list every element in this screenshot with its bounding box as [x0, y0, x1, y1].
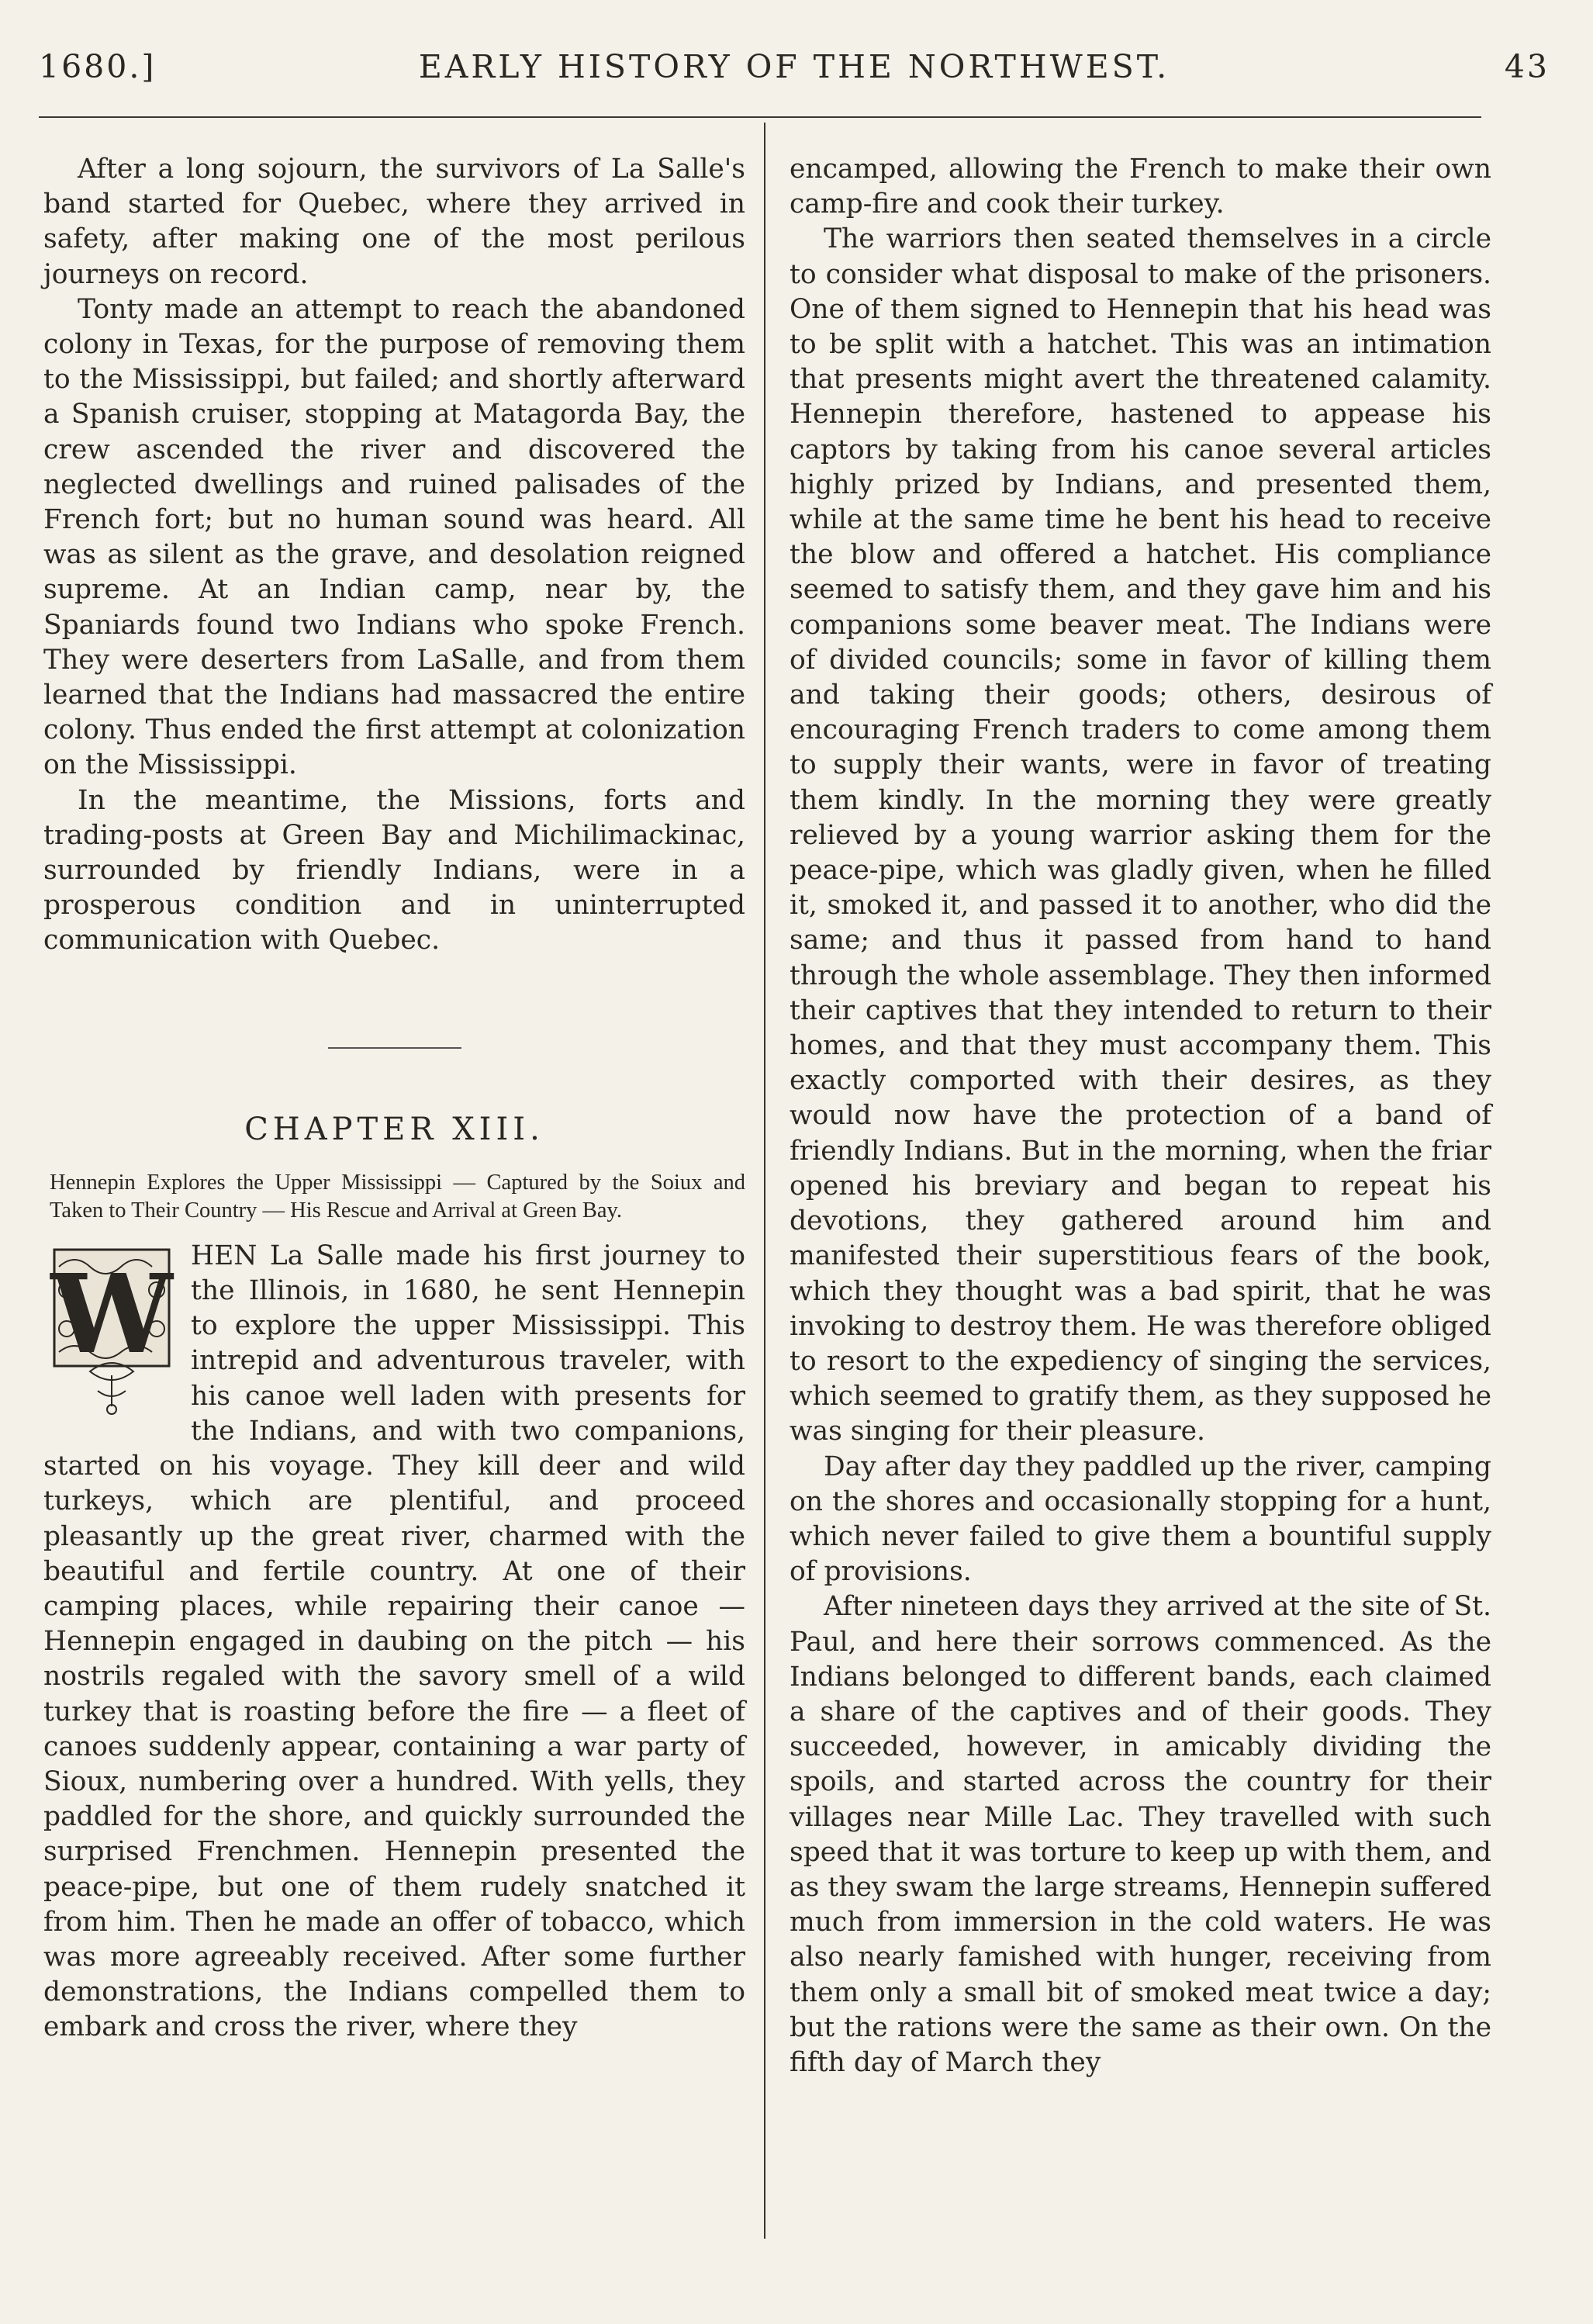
paragraph: After a long sojourn, the survivors of La Salle's band started for Quebec, where they arrived in safety, after making one of the most perilous journeys on record.	[43, 154, 745, 290]
paragraph: Tonty made an attempt to reach the abandoned colony in Texas, for the purpose of removing them to the Mississippi, but failed; and shortly afterward a Spanish cruiser, stopping at Matagorda Bay, the crew ascended the river and discovered the neglected dwellings and ruined palisades of the French fort; but no human sound was heard. All was as silent as the grave, and desolation reigned supreme. At an Indian camp, near by, the Spaniards found two Indians who spoke French. They were deserters from LaSalle, and from them learned that the Indians had massacred the entire colony. Thus ended the first attempt at colonization on the Mississippi.	[43, 293, 745, 781]
right-column	[790, 152, 1491, 2080]
header-title: EARLY HISTORY OF THE NORTHWEST.	[418, 48, 1170, 85]
paragraph: After nineteen days they arrived at the site of St. Paul, and here their sorrows commenced. As the Indians belonged to different bands, each claimed a share of the captives and of their goods. They succeeded, however, in amicably dividing the spoils, and started across the country for their villages near Mille Lac. They travelled with such speed that it was torture to keep up with them, and as they swam the large streams, Hennepin suffered much from immersion in the cold waters. He was also nearly famished with hunger, receiving from them only a small bit of smoked meat twice a day; but the rations were the same as their own. On the fifth day of March they	[790, 1591, 1491, 2078]
header-year: 1680.]	[39, 48, 157, 85]
chapter-opening-text: HEN La Salle made his first journey to the Illinois, in 1680, he sent Hennepin to explore the upper Mississippi. This intrepid and adventurous traveler, with his canoe well laden with presents for the Indians, and with two companions, started on his voyage. They kill deer and wild turkeys, which are plentiful, and proceed pleasantly up the great river, charmed with the beautiful and fertile country. At one of their camping places, while repairing their canoe — Hennepin engaged in daubing on the pitch — his nostrils regaled with the savory smell of a wild turkey that is roasting before the fire — a fleet of canoes suddenly appear, containing a war party of Sioux, numbering over a hundred. With yells, they paddled for the shore, and quickly surrounded the surprised Frenchmen. Hennepin presented the peace-pipe, but one of them rudely snatched it from him. Then he made an offer of tobacco, which was more agreeably received. After some further demonstrations, the Indians compelled them to embark and cross the river, where they	[43, 1240, 745, 2043]
drop-cap-letter: W	[50, 1250, 173, 1378]
section-divider	[328, 1047, 461, 1049]
running-header	[39, 48, 1550, 95]
left-column	[43, 152, 745, 2046]
chapter-title: CHAPTER XIII.	[244, 1111, 544, 1147]
chapter-synopsis: Hennepin Explores the Upper Mississippi — Captured by the Soiux and Taken to Their Country — His Rescue and Arrival at Green Bay.	[50, 1170, 745, 1223]
paragraph: encamped, allowing the French to make their own camp-fire and cook their turkey.	[790, 154, 1491, 220]
page-number: 43	[1504, 48, 1550, 85]
paragraph: The warriors then seated themselves in a circle to consider what disposal to make of the prisoners. One of them signed to Hennepin that his head was to be split with a hatchet. This was an intimation that presents might avert the threatened calamity. Hennepin therefore, hastened to appease his captors by taking from his canoe several articles highly prized by Indians, and presented them, while at the same time he bent his head to receive the blow and offered a hatchet. His compliance seemed to satisfy them, and they gave him and his companions some beaver meat. The Indians were of divided councils; some in favor of killing them and taking their goods; others, desirous of encouraging French traders to come among them to supply their wants, were in favor of treating them kindly. In the morning they were greatly relieved by a young warrior asking them for the peace-pipe, which was gladly given, when he filled it, smoked it, and passed it to another, who did the same; and thus it passed from hand to hand through the whole assemblage. They then informed their captives that they intended to return to their homes, and that they must accompany them. This exactly comported with their desires, as they would now have the protection of a band of friendly Indians. But in the morning, when the friar opened his breviary and began to repeat his devotions, they gathered around him and manifested their superstitious fears of the book, which they thought was a bad spirit, that he was invoking to destroy them. He was therefore obliged to resort to the expediency of singing the services, which seemed to gratify them, as they supposed he was singing for their pleasure.	[790, 223, 1491, 1447]
paragraph: In the meantime, the Missions, forts and trading-posts at Green Bay and Michilimackinac, surrounded by friendly Indians, were in a prosperous condition and in uninterrupted communication with Quebec.	[43, 784, 745, 956]
header-rule	[39, 116, 1481, 118]
chapter-opening-paragraph	[43, 1239, 745, 2046]
column-divider	[764, 123, 765, 2239]
ornamental-initial-w	[43, 1243, 180, 1419]
paragraph: Day after day they paddled up the river, camping on the shores and occasionally stopping for a hunt, which never failed to give them a bountiful supply of provisions.	[790, 1451, 1491, 1588]
